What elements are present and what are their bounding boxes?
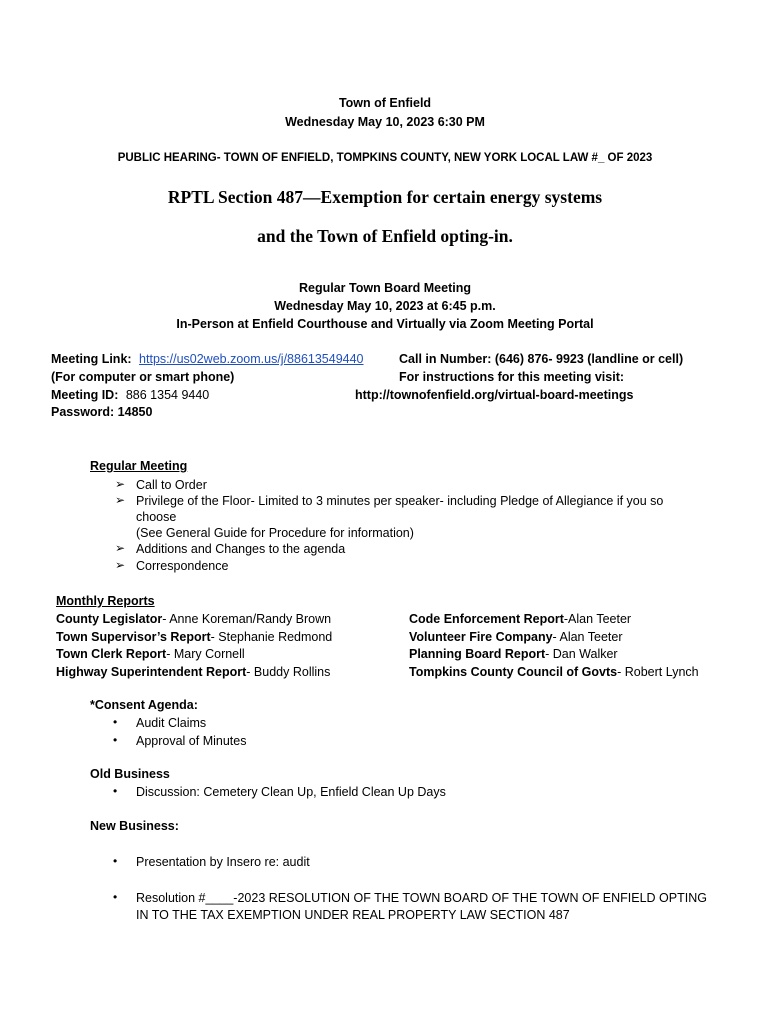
report-label: Tompkins County Council of Govts (409, 665, 618, 679)
new-business-resolution-line1: Resolution #____-2023 RESOLUTION OF THE TOWN BOARD OF THE TOWN OF ENFIELD OPTING (136, 891, 707, 905)
meeting-id-value: 886 1354 9440 (125, 388, 210, 402)
arrow-bullet-icon: ➢ (115, 477, 126, 491)
consent-item-approval-minutes: Approval of Minutes (136, 734, 247, 748)
report-label: Town Clerk Report (56, 647, 167, 661)
arrow-bullet-icon: ➢ (115, 493, 126, 507)
dot-bullet-icon: • (113, 784, 118, 798)
report-code-enforcement (409, 611, 631, 627)
report-tompkins-council (409, 664, 699, 680)
meeting-link-label: Meeting Link: (51, 352, 132, 366)
meeting-link-row (51, 352, 364, 366)
meeting-id-label: Meeting ID: (51, 388, 119, 402)
arrow-bullet-icon: ➢ (115, 541, 126, 555)
report-label: County Legislator (56, 612, 163, 626)
old-business-heading: Old Business (90, 767, 170, 781)
old-business-item: Discussion: Cemetery Clean Up, Enfield Clean Up Days (136, 785, 446, 799)
report-label: Town Supervisor’s Report (56, 630, 211, 644)
report-county-legislator (56, 611, 331, 627)
item-privilege-line2: choose (136, 510, 177, 524)
item-privilege-line3: (See General Guide for Procedure for information) (136, 526, 414, 540)
report-label: Highway Superintendent Report (56, 665, 247, 679)
instructions-url[interactable]: http://townofenfield.org/virtual-board-meetings (355, 388, 634, 402)
report-town-supervisor (56, 629, 332, 645)
report-value: - Dan Walker (545, 647, 618, 661)
report-value: - Alan Teeter (552, 630, 623, 644)
public-hearing-line: PUBLIC HEARING- TOWN OF ENFIELD, TOMPKINS COUNTY, NEW YORK LOCAL LAW #_ OF 2023 (117, 152, 653, 164)
report-label: Planning Board Report (409, 647, 546, 661)
report-value: - Robert Lynch (617, 665, 699, 679)
new-business-resolution-line2: IN TO THE TAX EXEMPTION UNDER REAL PROPERTY LAW SECTION 487 (136, 908, 570, 922)
header-datetime: Wednesday May 10, 2023 6:30 PM (285, 115, 485, 129)
dot-bullet-icon: • (113, 854, 118, 868)
instructions-note: For instructions for this meeting visit: (399, 370, 625, 384)
document-title-line1: RPTL Section 487—Exemption for certain energy systems (167, 187, 603, 207)
dot-bullet-icon: • (113, 715, 118, 729)
meeting-location: In-Person at Enfield Courthouse and Virtually via Zoom Meeting Portal (176, 317, 594, 331)
call-in-number: Call in Number: (646) 876- 9923 (landline or cell) (399, 352, 684, 366)
consent-item-audit-claims: Audit Claims (136, 716, 207, 730)
dot-bullet-icon: • (113, 733, 118, 747)
document-title-line2: and the Town of Enfield opting-in. (257, 226, 513, 246)
report-highway-superintendent (56, 664, 330, 680)
meeting-password: Password: 14850 (51, 405, 153, 419)
computer-note: (For computer or smart phone) (51, 370, 235, 384)
meeting-id-row (51, 388, 209, 402)
consent-agenda-heading: *Consent Agenda: (90, 698, 198, 712)
regular-meeting-heading: Regular Meeting (90, 459, 188, 473)
item-call-to-order: Call to Order (136, 478, 207, 492)
meeting-name: Regular Town Board Meeting (299, 281, 471, 295)
report-label: Code Enforcement Report (409, 612, 564, 626)
report-value: -Alan Teeter (563, 612, 632, 626)
report-label: Volunteer Fire Company (409, 630, 553, 644)
meeting-link[interactable]: https://us02web.zoom.us/j/88613549440 (139, 352, 364, 366)
item-correspondence: Correspondence (136, 559, 229, 573)
report-value: - Anne Koreman/Randy Brown (162, 612, 332, 626)
report-value: - Mary Cornell (166, 647, 245, 661)
new-business-presentation: Presentation by Insero re: audit (136, 855, 310, 869)
monthly-reports-heading: Monthly Reports (56, 594, 155, 608)
meeting-datetime: Wednesday May 10, 2023 at 6:45 p.m. (274, 299, 496, 313)
report-value: - Stephanie Redmond (210, 630, 333, 644)
arrow-bullet-icon: ➢ (115, 558, 126, 572)
new-business-heading: New Business: (90, 819, 179, 833)
report-planning-board (409, 646, 618, 662)
item-additions: Additions and Changes to the agenda (136, 542, 346, 556)
town-name: Town of Enfield (338, 96, 432, 110)
report-value: - Buddy Rollins (246, 665, 331, 679)
report-town-clerk (56, 646, 245, 662)
report-volunteer-fire (409, 629, 623, 645)
item-privilege-line1: Privilege of the Floor- Limited to 3 minutes per speaker- including Pledge of Allegiance if you so (136, 494, 664, 508)
dot-bullet-icon: • (113, 890, 118, 904)
